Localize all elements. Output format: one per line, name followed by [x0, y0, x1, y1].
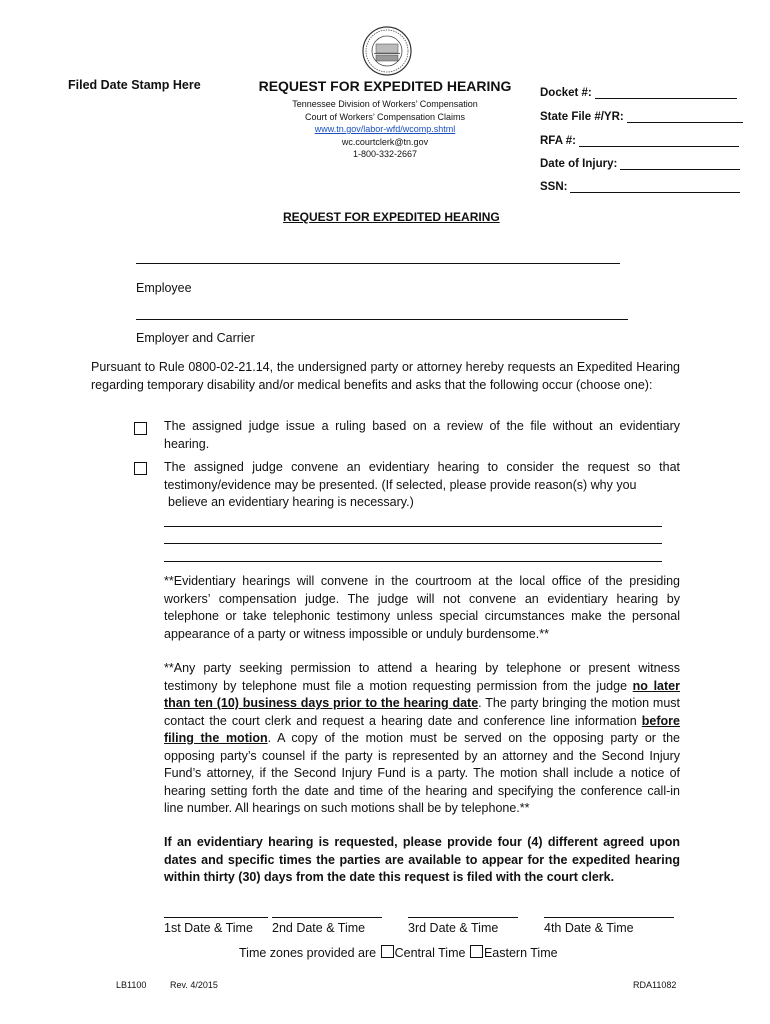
- eastern-time-label: Eastern Time: [483, 946, 558, 960]
- rfa-label: RFA #:: [540, 135, 576, 147]
- tz-label: Time zones provided are: [239, 946, 377, 960]
- tennessee-state-seal: [362, 26, 412, 76]
- clerk-phone: 1-800-332-2667: [352, 149, 418, 159]
- filed-date-stamp-label: Filed Date Stamp Here: [68, 78, 201, 92]
- date-of-injury-label: Date of Injury:: [540, 158, 618, 170]
- docket-label: Docket #:: [540, 87, 592, 99]
- telephone-note: [164, 660, 680, 818]
- evidentiary-note: **Evidentiary hearings will convene in the courtroom at the local office of the presiding workers’ compensation judge. The judge will not convene an evidentiary hearing by telephone or take telephonic testimony unless special circumstances make the personal appearance of a party or witness impossible or unduly burdensome.**: [164, 574, 680, 641]
- website-link[interactable]: www.tn.gov/labor-wfd/wcomp.shtml: [314, 124, 456, 134]
- form-code: RDA11082: [633, 980, 677, 990]
- option1-text: The assigned judge issue a ruling based on a review of the file without an evidentiary hearing.: [164, 419, 680, 451]
- revision-date: Rev. 4/2015: [170, 980, 218, 990]
- intro-paragraph: Pursuant to Rule 0800-02-21.14, the undersigned party or attorney hereby requests an Expedited Hearing regarding temporary disability and/or medical benefits and asks that the following occur (choose one):: [91, 360, 680, 392]
- date2-line[interactable]: [272, 917, 382, 918]
- employer-label: Employer and Carrier: [136, 331, 255, 345]
- reason-line-1[interactable]: [164, 526, 662, 527]
- rfa-field[interactable]: [540, 134, 739, 147]
- eastern-time-checkbox[interactable]: [470, 945, 483, 958]
- clerk-email: wc.courtclerk@tn.gov: [341, 136, 429, 147]
- court-name: Court of Workers’ Compensation Claims: [304, 111, 466, 122]
- state-file-label: State File #/YR:: [540, 111, 624, 123]
- date4-label: 4th Date & Time: [544, 921, 634, 935]
- date1-label: 1st Date & Time: [164, 921, 253, 935]
- telephone-note-a: **Any party seeking permission to attend a hearing by telephone or present witness testimony by telephone must file a motion requesting permission from the judge: [164, 661, 680, 693]
- option2-checkbox[interactable]: [134, 462, 147, 475]
- time-zone-row: [239, 945, 558, 960]
- dates-instruction: If an evidentiary hearing is requested, please provide four (4) different agreed upon dates and specific times the parties are available to appear for the expedited hearing within thirty (30) days from the date this request is filed with the court clerk.: [164, 835, 680, 884]
- telephone-note-before: before filing the motion: [164, 713, 680, 745]
- telephone-note-c: . A copy of the motion must be served on the opposing party or the opposing party’s counsel if the party is represented by an attorney and the Second Injury Fund’s attorney, if the Second Injury Fund is a party. The motion shall include a notice of hearing setting forth the date and time of the hearing and specifying the conference call-in line number. All hearings on such motions shall be by telephone.**: [164, 731, 680, 815]
- employee-label: Employee: [136, 281, 192, 295]
- agency-name: Tennessee Division of Workers’ Compensation: [292, 99, 478, 109]
- form-number: LB1100: [116, 980, 147, 990]
- form-title: REQUEST FOR EXPEDITED HEARING: [258, 78, 512, 94]
- docket-field[interactable]: [540, 86, 737, 99]
- central-time-checkbox[interactable]: [381, 945, 394, 958]
- option2-text-cont: believe an evidentiary hearing is necessary.): [168, 495, 414, 509]
- employer-line[interactable]: [136, 319, 628, 320]
- option1-checkbox[interactable]: [134, 422, 147, 435]
- document-header: [240, 78, 530, 161]
- ssn-label: SSN:: [540, 181, 568, 193]
- date3-label: 3rd Date & Time: [408, 921, 499, 935]
- central-time-label: Central Time: [394, 946, 466, 960]
- date2-label: 2nd Date & Time: [272, 921, 366, 935]
- reason-line-3[interactable]: [164, 561, 662, 562]
- date-of-injury-field[interactable]: [540, 157, 740, 170]
- option2-text: The assigned judge convene an evidentiary hearing to consider the request so that testimony/evidence may be presented. (If selected, please provide reason(s) why you: [164, 460, 680, 492]
- state-file-field[interactable]: [540, 110, 743, 123]
- date3-line[interactable]: [408, 917, 518, 918]
- date4-line[interactable]: [544, 917, 674, 918]
- telephone-note-b: . The party bringing the motion must contact the court clerk and request a hearing date and conference line information: [164, 696, 681, 728]
- ssn-field[interactable]: [540, 180, 740, 193]
- reason-line-2[interactable]: [164, 543, 662, 544]
- employee-line[interactable]: [136, 263, 620, 264]
- telephone-note-deadline: no later than ten (10) business days prior to the hearing date: [164, 678, 680, 710]
- date1-line[interactable]: [164, 917, 268, 918]
- form-subtitle: REQUEST FOR EXPEDITED HEARING: [283, 210, 500, 224]
